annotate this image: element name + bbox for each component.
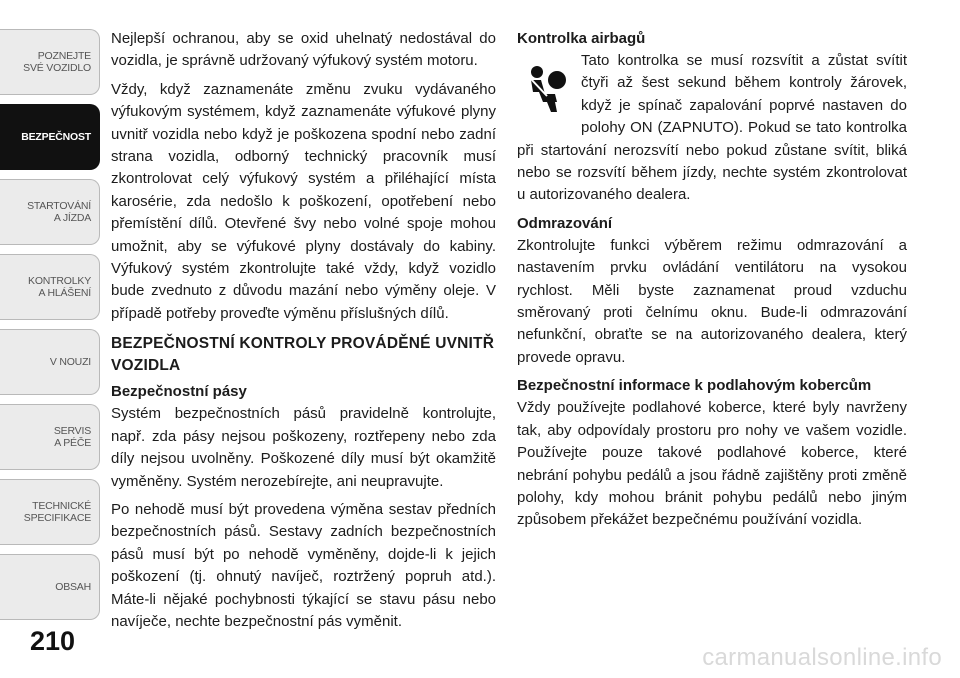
tab-technicke-specifikace[interactable]: TECHNICKÉ SPECIFIKACE (0, 479, 100, 545)
paragraph-airbag-light: Tato kontrolka se musí rozsvítit a zůstat svítit čtyři až šest sekund během kontroly žárovek, když je spínač zapalování poprvé nastaven do polohy ON (ZAPNUTO). Pokud se tato kontrolka při startování nerozsvítí nebo pokud zůstane svítit, bliká nebo se rozsvítí během jízdy, nechte systém zkontrolovat u autorizovaného dealera. (517, 52, 907, 204)
tab-v-nouzi[interactable]: V NOUZI (0, 329, 100, 395)
paragraph-floor-mats: Vždy používejte podlahové koberce, které byly navrženy tak, aby odpovídaly prostoru pro nohy ve vašem vozidle. Používejte pouze takové podlahové koberce, které nebrání pohybu pedálů a jsou řádně zajištěny proti změně polohy, kdy mohou bránit pohybu pedálů nebo jiným způsobem překážet bezpečnému používání vozidla. (517, 399, 907, 529)
paragraph-defrost: Zkontrolujte funkci výběrem režimu odmrazování a nastavením prvku ovládání ventilátoru na vysokou rychlost. Měli byste zaznamenat proud vzduchu směrovaný proti čelnímu oknu. Bude-li odmrazování nefunkční, obraťte se na autorizovaného dealera, který provede opravu. (517, 236, 907, 366)
subheading-defrost: Odmrazování (517, 214, 613, 232)
left-column (111, 28, 496, 639)
tab-startovani-a-jizda[interactable]: STARTOVÁNÍ A JÍZDA (0, 179, 100, 245)
paragraph-seat-belts: Systém bezpečnostních pásů pravidelně kontrolujte, např. zda pásy nejsou poškozeny, roztřepeny nebo zda díly nejsou uvolněny. Poškozené díly musí být okamžitě vyměněny. Systém nerozebírejte, ani neupravujte. (111, 405, 496, 490)
right-column (517, 28, 907, 538)
tab-poznejte-sve-vozidlo[interactable]: POZNEJTE SVÉ VOZIDLO (0, 29, 100, 95)
paragraph-exhaust-intro: Nejlepší ochranou, aby se oxid uhelnatý nedostával do vozidla, je správně udržovaný výfukový systém motoru. (111, 30, 496, 70)
airbag-warning-icon (517, 58, 575, 118)
subheading-seat-belts: Bezpečnostní pásy (111, 383, 247, 401)
tab-servis-a-pece[interactable]: SERVIS A PÉČE (0, 404, 100, 470)
paragraph-exhaust-check: Vždy, když zaznamenáte změnu zvuku vydávaného výfukovým systémem, když zaznamenáte výfukové plyny uvnitř vozidla nebo když je poškozena spodní nebo zadní strana vozidla, odborný technický pracovník musí zkontrolovat celý výfukový systém a přiléhající místa karosérie, zda nedošlo k poškození, opotřebení nebo přemístění dílů. Otevřené švy nebo volné spoje mohou umožnit, aby se výfukové plyny dostávaly do kabiny. Výfukový systém zkontrolujte také vždy, když vozidlo bude zvednuto z důvodu mazání nebo výměny oleje. V případě potřeby proveďte výměnu příslušných dílů. (111, 80, 496, 322)
chapter-tabs (0, 0, 102, 678)
tab-obsah[interactable]: OBSAH (0, 554, 100, 620)
paragraph-seat-belts-accident: Po nehodě musí být provedena výměna sestav předních bezpečnostních pásů. Sestavy zadních bezpečnostních pásů musí být po nehodě vyměněny, dojde-li k jejich poškození (tj. ohnutý navíječ, roztržený popruh atd.). Máte-li nějaké pochybnosti týkající se stavu pásu nebo navíječe, nechte bezpečnostní pás vyměnit. (111, 500, 496, 630)
page-number: 210 (30, 626, 76, 656)
subheading-airbag-light: Kontrolka airbagů (517, 30, 646, 47)
tab-bezpecnost[interactable]: BEZPEČNOST (0, 104, 100, 170)
section-heading-interior-checks: BEZPEČNOSTNÍ KONTROLY PROVÁDĚNÉ UVNITŘ VOZIDLA (111, 335, 495, 375)
subheading-floor-mats: Bezpečnostní informace k podlahovým kobercům (517, 377, 872, 395)
watermark: carmanualsonline.info (702, 644, 942, 671)
tab-kontrolky-a-hlaseni[interactable]: KONTROLKY A HLÁŠENÍ (0, 254, 100, 320)
